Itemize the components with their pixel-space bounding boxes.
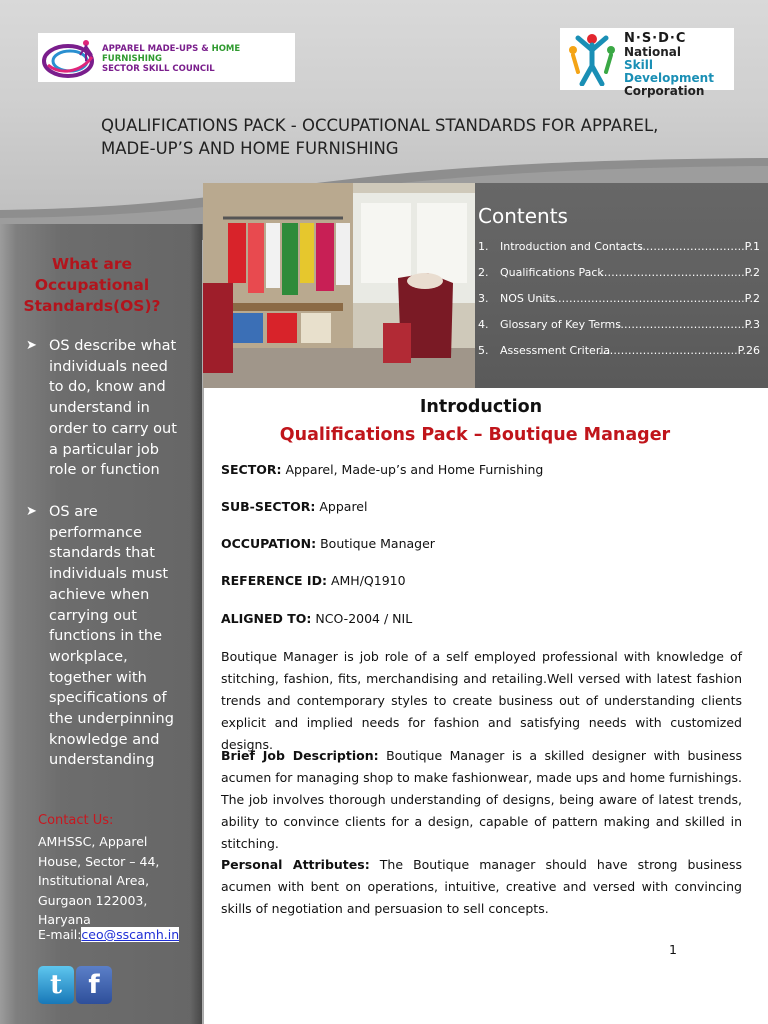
field-reference-id bbox=[221, 573, 406, 588]
email-link[interactable]: ceo@sscamh.in bbox=[81, 927, 180, 942]
ssc-line1b: HOME FURNISHING bbox=[102, 44, 241, 64]
sidebar-bullet-text: OS describe what individuals need to do, know and understand in order to carry out a particular job role or function bbox=[49, 338, 177, 479]
sidebar-shadow bbox=[190, 224, 204, 1024]
field-sector bbox=[221, 462, 543, 477]
field-value: Boutique Manager bbox=[320, 536, 435, 551]
description-paragraph: Boutique Manager is job role of a self employed professional with knowledge of stitching, fashion, fits, merchandising and retailing.Well versed with latest fashion trends and contemporary styles to create business out of understanding clients explicit and implied needs for fashion and satisfying needs with customized designs. bbox=[221, 649, 742, 752]
toc-label: Assessment Criteria bbox=[500, 344, 611, 357]
contact-address: AMHSSC, Apparel House, Sector – 44, Institutional Area, Gurgaon 122003, Haryana bbox=[38, 834, 160, 927]
nsdc-line2: Skill Development bbox=[624, 58, 714, 85]
introduction-heading: Introduction bbox=[419, 397, 543, 417]
sidebar-heading: What are Occupational Standards(OS)? bbox=[23, 255, 161, 315]
toc-number: 4. bbox=[478, 318, 489, 331]
toc-number: 5. bbox=[478, 344, 489, 357]
ssc-emblem-icon bbox=[40, 35, 100, 80]
page-title-line1: QUALIFICATIONS PACK - OCCUPATIONAL STANDARDS FOR APPAREL, bbox=[101, 116, 659, 135]
sidebar-bullet-text: OS are performance standards that individuals must achieve when carrying out functions in the workplace, together with specifications of the underpinning knowledge and understanding bbox=[49, 504, 174, 769]
personal-attributes bbox=[221, 854, 742, 920]
contents-panel bbox=[475, 183, 768, 388]
toc-item[interactable] bbox=[478, 240, 760, 256]
toc-label: Qualifications Pack bbox=[500, 266, 604, 279]
contact-heading: Contact Us: bbox=[38, 813, 114, 828]
ssc-name bbox=[102, 44, 295, 74]
page-number: 1 bbox=[669, 942, 677, 957]
toc-number: 3. bbox=[478, 292, 489, 305]
toc-page: ………………………..P.1 bbox=[638, 240, 760, 253]
toc-item[interactable] bbox=[478, 292, 760, 308]
ssc-line1: APPAREL MADE-UPS & bbox=[102, 44, 209, 54]
email-label: E-mail: bbox=[38, 927, 82, 942]
toc-number: 2. bbox=[478, 266, 489, 279]
field-label: OCCUPATION: bbox=[221, 536, 317, 551]
nsdc-people-icon bbox=[564, 32, 620, 86]
qualifications-pack-title: Qualifications Pack – Boutique Manager bbox=[279, 425, 671, 445]
boutique-photo bbox=[203, 183, 475, 388]
arrow-bullet-icon: ➤ bbox=[26, 504, 37, 519]
toc-label: Introduction and Contacts bbox=[500, 240, 643, 253]
toc-item[interactable] bbox=[478, 344, 760, 360]
attributes-text: The Boutique manager should have strong business acumen with bent on operations, intuitive, creative and versed with convincing skills of negotiation and persuasion to sell concepts. bbox=[221, 857, 742, 916]
boutique-photo-illustration bbox=[203, 183, 475, 388]
field-label: SECTOR: bbox=[221, 462, 282, 477]
arrow-bullet-icon: ➤ bbox=[26, 338, 37, 353]
toc-page: ………………………………………………..P.2 bbox=[539, 292, 760, 305]
page-title-line2: MADE-UP’S AND HOME FURNISHING bbox=[101, 139, 399, 158]
brief-text: Boutique Manager is a skilled designer with business acumen for managing shop to make fashionwear, made ups and home furnishings. The job involves thorough understanding of designs, being aware of latest trends, ability to convince clients for a design, capable of pattern making and skilled in stitching. bbox=[221, 748, 742, 851]
field-value: Apparel, Made-up’s and Home Furnishing bbox=[285, 462, 544, 477]
page-title bbox=[101, 114, 701, 160]
field-label: ALIGNED TO: bbox=[221, 611, 312, 626]
brief-job-description bbox=[221, 745, 742, 855]
field-label: SUB-SECTOR: bbox=[221, 499, 316, 514]
nsdc-line1: National bbox=[624, 45, 681, 59]
ssc-line2: SECTOR SKILL COUNCIL bbox=[102, 64, 215, 74]
field-value: AMH/Q1910 bbox=[330, 573, 406, 588]
nsdc-full-name bbox=[624, 46, 734, 98]
toc-item[interactable] bbox=[478, 266, 760, 282]
toc-label: Glossary of Key Terms bbox=[500, 318, 621, 331]
field-occupation bbox=[221, 536, 435, 551]
nsdc-line3: Corporation bbox=[624, 84, 705, 98]
toc-page: ……………………………..P.3 bbox=[616, 318, 760, 331]
email-row bbox=[38, 927, 179, 942]
facebook-icon[interactable]: f bbox=[76, 966, 112, 1004]
attributes-label: Personal Attributes: bbox=[221, 857, 370, 872]
toc-page: ……………………….............P.2 bbox=[600, 266, 760, 279]
field-value: Apparel bbox=[319, 499, 368, 514]
toc-number: 1. bbox=[478, 240, 489, 253]
twitter-icon[interactable]: t bbox=[38, 966, 74, 1004]
field-aligned-to bbox=[221, 611, 412, 626]
toc-item[interactable] bbox=[478, 318, 760, 334]
toc-page: ………………………………..P.26 bbox=[598, 344, 760, 357]
nsdc-logo bbox=[560, 28, 734, 98]
toc-label: NOS Units bbox=[500, 292, 556, 305]
nsdc-abbreviation: N·S·D·C bbox=[624, 31, 687, 46]
field-sub-sector bbox=[221, 499, 367, 514]
contents-title: Contents bbox=[478, 204, 568, 228]
brief-label: Brief Job Description: bbox=[221, 748, 379, 763]
field-label: REFERENCE ID: bbox=[221, 573, 327, 588]
amhssc-logo bbox=[38, 33, 295, 82]
field-value: NCO-2004 / NIL bbox=[315, 611, 413, 626]
